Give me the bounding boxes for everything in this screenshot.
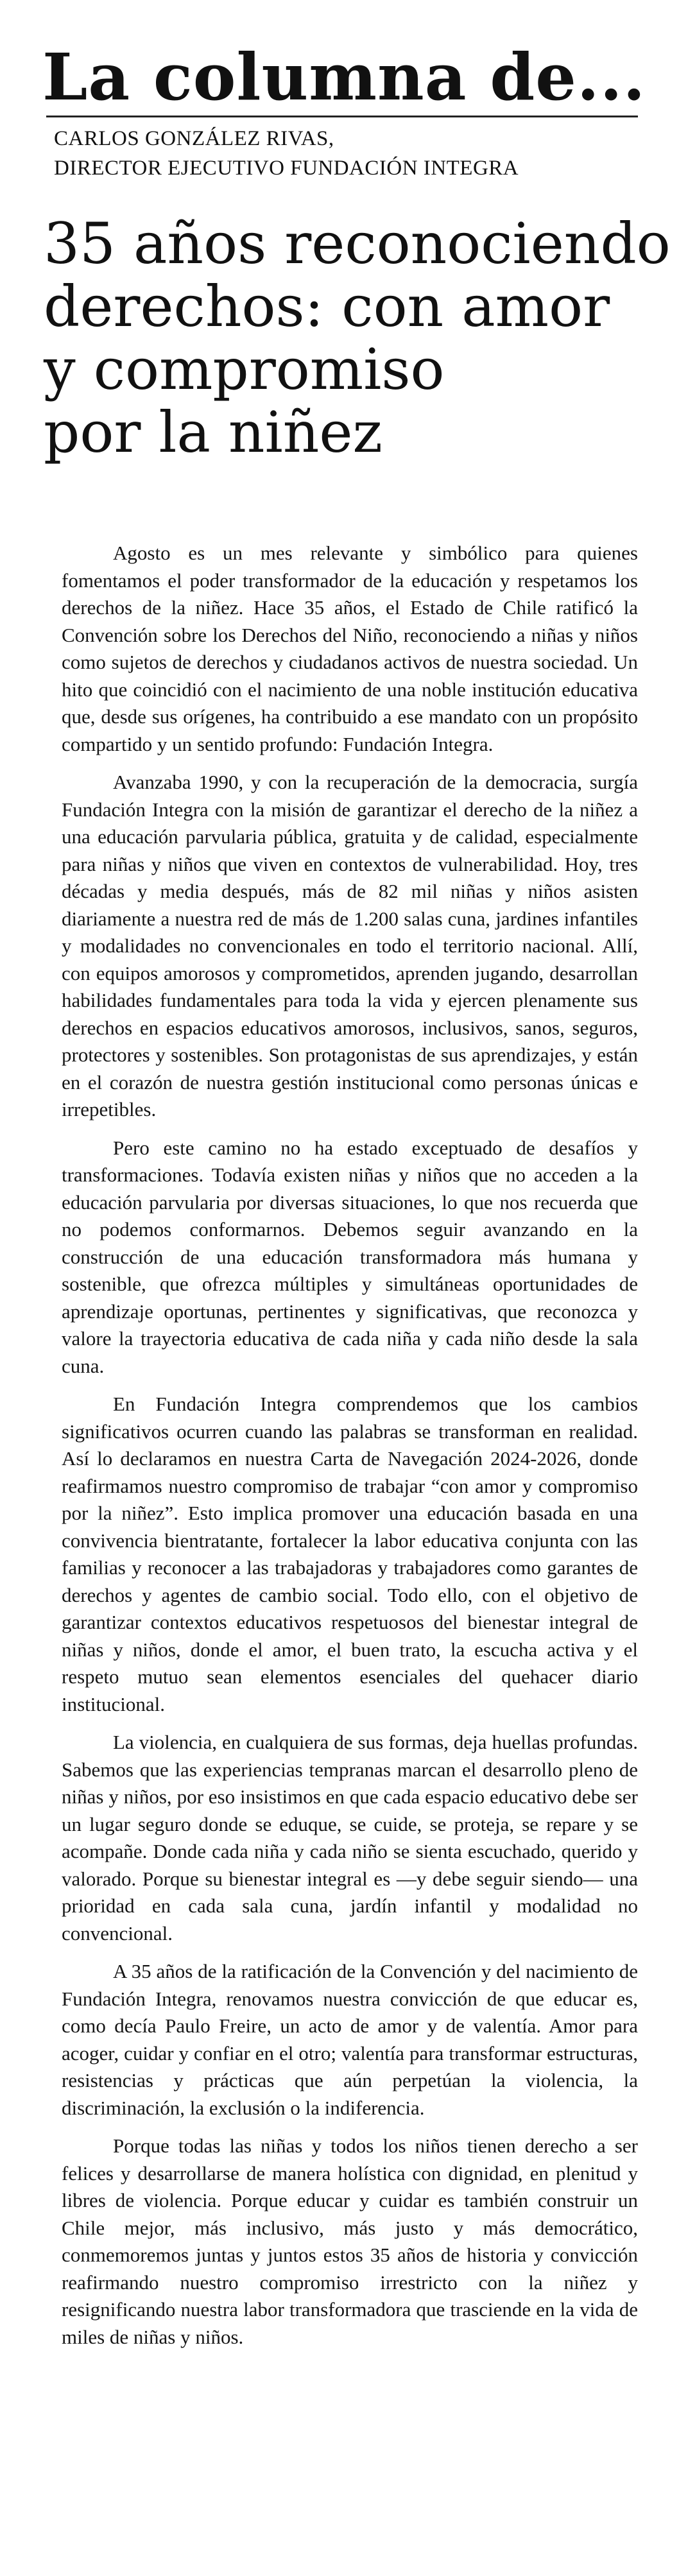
article-paragraph: Porque todas las niñas y todos los niños tienen derecho a ser felices y desarrollarse de manera holística con dignidad, en plenitud y libres de violencia. Porque educar y cuidar es también construir un Chile mejor, más inclusivo, más justo y más democrático, conmemoremos juntas y juntos estos 35 años de historia y convicción reafirmando nuestro compromiso irrestricto con la niñez y resignificando nuestra labor transformadora que trasciende en la vida de miles de niñas y niños. [62,2134,638,2348]
article-paragraph: La violencia, en cualquiera de sus formas, deja huellas profundas. Sabemos que las experiencias tempranas marcan el desarrollo pleno de niñas y niños, por eso insistimos en que cada espacio educativo debe ser un lugar seguro donde se eduque, se cuide, se proteja, se repare y se acompañe. Donde cada niña y cada niño se sienta escuchado, querido y valorado. Porque su bienestar integral es —y debe seguir siendo— una prioridad en cada sala cuna, jardín infantil y modalidad no convencional. [62,1731,638,1945]
article-paragraph: Agosto es un mes relevante y simbólico para quienes fomentamos el poder transformador de la educación y respetamos los derechos de la niñez. Hace 35 años, el Estado de Chile ratificó la Convención sobre los Derechos del Niño, reconociendo a niñas y niños como sujetos de derechos y ciudadanos activos de nuestra sociedad. Un hito que coincidió con el nacimiento de una noble institución educativa que, desde sus orígenes, ha contribuido a ese mandato con un propósito compartido y un sentido profundo: Fundación Integra. [62,542,638,755]
section-title: La columna de... [42,39,646,115]
headline-line: por la niñez [44,399,382,465]
headline-line: 35 años reconociendo [44,210,671,277]
headline-line: derechos: con amor [44,273,610,339]
article-headline [44,210,671,465]
author-name: CARLOS GONZÁLEZ RIVAS, [54,127,334,150]
article-paragraph: Pero este camino no ha estado exceptuado de desafíos y transformaciones. Todavía existen niñas y niños que no acceden a la educación parvularia por diversas situaciones, lo que nos recuerda que no podemos conformarnos. Debemos seguir avanzando en la construcción de una educación transformadora más humana y sostenible, que ofrezca múltiples y simultáneas oportunidades de aprendizaje oportunas, pertinentes y significativas, que reconozca y valore la trayectoria educativa de cada niña y cada niño desde la sala cuna. [62,1136,638,1377]
article-paragraph: A 35 años de la ratificación de la Convención y del nacimiento de Fundación Integra, renovamos nuestra convicción de que educar es, como decía Paulo Freire, un acto de amor y de valentía. Amor para acoger, cuidar y confiar en el otro; valentía para transformar estructuras, resistencias y prácticas que aún perpetúan la violencia, la discriminación, la exclusión o la indiferencia. [62,1960,638,2119]
article-body [42,540,638,2351]
headline-line: y compromiso [44,336,445,402]
byline [54,124,638,183]
article-paragraph: En Fundación Integra comprendemos que los cambios significativos ocurren cuando las palabras se transforman en realidad. Así lo declaramos en nuestra Carta de Navegación 2024-2026, donde reafirmamos nuestro compromiso de trabajar “con amor y compromiso por la niñez”. Esto implica promover una educación basada en una convivencia bientratante, fortalecer la labor educativa conjunta con las familias y reconocer a las trabajadoras y trabajadores como garantes de derechos y agentes de cambio social. Todo ello, con el objetivo de garantizar contextos educativos respetuosos del bienestar integral de niñas y niños, donde el amor, el buen trato, la escucha activa y el respeto mutuo sean elementos esenciales del quehacer diario institucional. [62,1393,638,1715]
article-paragraph: Avanzaba 1990, y con la recuperación de la democracia, surgía Fundación Integra con la misión de garantizar el derecho de la niñez a una educación parvularia pública, gratuita y de calidad, especialmente para niñas y niños que viven en contextos de vulnerabilidad. Hoy, tres décadas y media después, más de 82 mil niñas y niños asisten diariamente a nuestra red de más de 1.200 salas cuna, jardines infantiles y modalidades no convencionales en todo el territorio nacional. Allí, con equipos amorosos y comprometidos, aprenden jugando, desarrollan habilidades fundamentales para toda la vida y ejercen plenamente sus derechos en espacios educativos amorosos, inclusivos, sanos, seguros, protectores y sostenibles. Son protagonistas de sus aprendizajes, y están en el corazón de nuestra gestión institucional como personas únicas e irrepetibles. [62,771,638,1121]
author-role: DIRECTOR EJECUTIVO FUNDACIÓN INTEGRA [54,157,519,180]
section-divider [46,116,638,117]
